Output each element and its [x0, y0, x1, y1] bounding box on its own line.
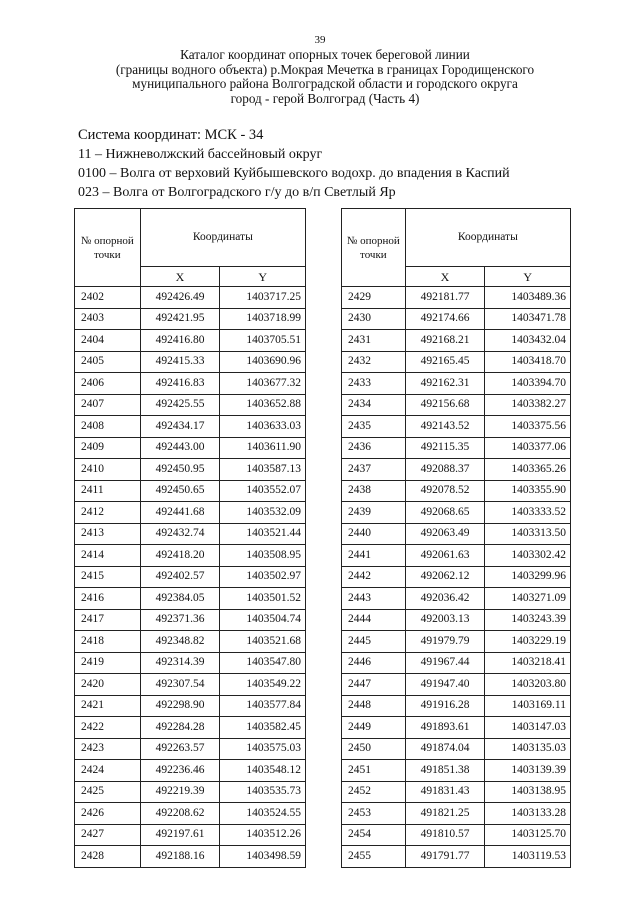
- point-id-cell: 2455: [342, 846, 406, 868]
- table-row: [342, 394, 571, 416]
- table-row: [75, 652, 306, 674]
- title-line: (границы водного объекта) р.Мокрая Мечетка в границах Городищенского: [115, 61, 535, 77]
- x-coordinate-cell: 492003.13: [405, 609, 485, 631]
- y-coordinate-cell: 1403218.41: [485, 652, 571, 674]
- table-row: [75, 846, 306, 868]
- table-row: [342, 738, 571, 760]
- x-coordinate-cell: 492219.39: [140, 781, 220, 803]
- y-coordinate-cell: 1403138.95: [485, 781, 571, 803]
- x-coordinate-cell: 492298.90: [140, 695, 220, 717]
- point-id-cell: 2415: [75, 566, 141, 588]
- y-header: Y: [220, 267, 306, 287]
- table-row: [342, 308, 571, 330]
- y-coordinate-cell: 1403717.25: [220, 287, 306, 309]
- table-row: [342, 416, 571, 438]
- table-row: [75, 480, 306, 502]
- coordinates-table-right: [341, 208, 571, 868]
- document-title: [60, 48, 590, 106]
- point-id-cell: 2423: [75, 738, 141, 760]
- point-id-cell: 2402: [75, 287, 141, 309]
- table-row: [75, 760, 306, 782]
- y-coordinate-cell: 1403549.22: [220, 674, 306, 696]
- x-coordinate-cell: 492418.20: [140, 545, 220, 567]
- point-id-cell: 2445: [342, 631, 406, 653]
- x-coordinate-cell: 492181.77: [405, 287, 485, 309]
- table-row: [75, 674, 306, 696]
- table-row: [75, 738, 306, 760]
- table-row: [342, 760, 571, 782]
- water-section: 023 – Волга от Волгоградского г/у до в/п Светлый Яр: [78, 185, 396, 200]
- y-coordinate-cell: 1403532.09: [220, 502, 306, 524]
- y-coordinate-cell: 1403512.26: [220, 824, 306, 846]
- point-id-cell: 2435: [342, 416, 406, 438]
- x-coordinate-cell: 492307.54: [140, 674, 220, 696]
- y-coordinate-cell: 1403521.44: [220, 523, 306, 545]
- table-row: [75, 609, 306, 631]
- y-coordinate-cell: 1403135.03: [485, 738, 571, 760]
- coordinates-table-left: [74, 208, 306, 868]
- point-id-cell: 2428: [75, 846, 141, 868]
- point-id-cell: 2439: [342, 502, 406, 524]
- x-coordinate-cell: 492416.83: [140, 373, 220, 395]
- point-id-cell: 2410: [75, 459, 141, 481]
- table-row: [342, 695, 571, 717]
- y-coordinate-cell: 1403382.27: [485, 394, 571, 416]
- point-id-cell: 2431: [342, 330, 406, 352]
- point-id-cell: 2444: [342, 609, 406, 631]
- x-coordinate-cell: 492443.00: [140, 437, 220, 459]
- x-coordinate-cell: 492078.52: [405, 480, 485, 502]
- table-row: [342, 287, 571, 309]
- coordinates-header: Координаты: [405, 209, 570, 267]
- x-coordinate-cell: 492416.80: [140, 330, 220, 352]
- point-id-cell: 2448: [342, 695, 406, 717]
- point-id-cell: 2451: [342, 760, 406, 782]
- x-coordinate-cell: 492174.66: [405, 308, 485, 330]
- x-coordinate-cell: 492115.35: [405, 437, 485, 459]
- x-coordinate-cell: 492162.31: [405, 373, 485, 395]
- y-coordinate-cell: 1403547.80: [220, 652, 306, 674]
- y-coordinate-cell: 1403418.70: [485, 351, 571, 373]
- point-id-cell: 2425: [75, 781, 141, 803]
- point-id-cell: 2421: [75, 695, 141, 717]
- y-coordinate-cell: 1403139.39: [485, 760, 571, 782]
- table-row: [75, 695, 306, 717]
- point-id-cell: 2430: [342, 308, 406, 330]
- y-coordinate-cell: 1403535.73: [220, 781, 306, 803]
- table-row: [75, 545, 306, 567]
- y-coordinate-cell: 1403355.90: [485, 480, 571, 502]
- table-row: [342, 803, 571, 825]
- table-row: [75, 502, 306, 524]
- x-coordinate-cell: 492415.33: [140, 351, 220, 373]
- x-coordinate-cell: 492450.65: [140, 480, 220, 502]
- point-id-cell: 2440: [342, 523, 406, 545]
- y-coordinate-cell: 1403333.52: [485, 502, 571, 524]
- point-id-cell: 2419: [75, 652, 141, 674]
- title-line: Каталог координат опорных точек береговой линии: [180, 47, 470, 62]
- point-id-cell: 2413: [75, 523, 141, 545]
- x-coordinate-cell: 491967.44: [405, 652, 485, 674]
- y-coordinate-cell: 1403377.06: [485, 437, 571, 459]
- y-coordinate-cell: 1403394.70: [485, 373, 571, 395]
- x-coordinate-cell: 492426.49: [140, 287, 220, 309]
- x-coordinate-cell: 492062.12: [405, 566, 485, 588]
- x-coordinate-cell: 492156.68: [405, 394, 485, 416]
- x-coordinate-cell: 492088.37: [405, 459, 485, 481]
- x-coordinate-cell: 491893.61: [405, 717, 485, 739]
- y-coordinate-cell: 1403498.59: [220, 846, 306, 868]
- point-id-cell: 2412: [75, 502, 141, 524]
- point-id-cell: 2447: [342, 674, 406, 696]
- y-coordinate-cell: 1403552.07: [220, 480, 306, 502]
- y-coordinate-cell: 1403489.36: [485, 287, 571, 309]
- y-coordinate-cell: 1403229.19: [485, 631, 571, 653]
- point-id-cell: 2449: [342, 717, 406, 739]
- y-coordinate-cell: 1403119.53: [485, 846, 571, 868]
- point-id-cell: 2414: [75, 545, 141, 567]
- point-id-cell: 2416: [75, 588, 141, 610]
- y-coordinate-cell: 1403169.11: [485, 695, 571, 717]
- x-coordinate-cell: 492450.95: [140, 459, 220, 481]
- basin-district: 11 – Нижневолжский бассейновый округ: [78, 147, 323, 162]
- point-id-cell: 2441: [342, 545, 406, 567]
- point-id-cell: 2426: [75, 803, 141, 825]
- y-coordinate-cell: 1403365.26: [485, 459, 571, 481]
- table-row: [75, 824, 306, 846]
- point-id-cell: 2406: [75, 373, 141, 395]
- y-coordinate-cell: 1403548.12: [220, 760, 306, 782]
- x-coordinate-cell: 492168.21: [405, 330, 485, 352]
- y-coordinate-cell: 1403677.32: [220, 373, 306, 395]
- point-id-cell: 2432: [342, 351, 406, 373]
- table-row: [342, 674, 571, 696]
- x-header: X: [140, 267, 220, 287]
- table-row: [342, 588, 571, 610]
- y-coordinate-cell: 1403504.74: [220, 609, 306, 631]
- x-coordinate-cell: 492188.16: [140, 846, 220, 868]
- table-row: [75, 351, 306, 373]
- point-id-cell: 2407: [75, 394, 141, 416]
- table-row: [342, 523, 571, 545]
- point-id-cell: 2436: [342, 437, 406, 459]
- table-row: [75, 330, 306, 352]
- y-coordinate-cell: 1403521.68: [220, 631, 306, 653]
- y-coordinate-cell: 1403271.09: [485, 588, 571, 610]
- x-coordinate-cell: 492421.95: [140, 308, 220, 330]
- x-coordinate-cell: 491831.43: [405, 781, 485, 803]
- point-number-header: № опорной точки: [342, 209, 406, 287]
- point-id-cell: 2409: [75, 437, 141, 459]
- x-coordinate-cell: 492284.28: [140, 717, 220, 739]
- point-id-cell: 2450: [342, 738, 406, 760]
- table-row: [75, 803, 306, 825]
- x-coordinate-cell: 492236.46: [140, 760, 220, 782]
- point-number-header: № опорной точки: [75, 209, 141, 287]
- point-id-cell: 2429: [342, 287, 406, 309]
- x-coordinate-cell: 491821.25: [405, 803, 485, 825]
- x-coordinate-cell: 492061.63: [405, 545, 485, 567]
- x-coordinate-cell: 492348.82: [140, 631, 220, 653]
- y-coordinate-cell: 1403582.45: [220, 717, 306, 739]
- point-id-cell: 2427: [75, 824, 141, 846]
- y-coordinate-cell: 1403203.80: [485, 674, 571, 696]
- y-coordinate-cell: 1403147.03: [485, 717, 571, 739]
- table-body-right: [342, 287, 571, 868]
- y-coordinate-cell: 1403471.78: [485, 308, 571, 330]
- y-coordinate-cell: 1403313.50: [485, 523, 571, 545]
- y-coordinate-cell: 1403432.04: [485, 330, 571, 352]
- table-row: [342, 351, 571, 373]
- y-coordinate-cell: 1403524.55: [220, 803, 306, 825]
- table-row: [75, 437, 306, 459]
- x-coordinate-cell: 492063.49: [405, 523, 485, 545]
- point-id-cell: 2405: [75, 351, 141, 373]
- table-row: [342, 502, 571, 524]
- y-coordinate-cell: 1403587.13: [220, 459, 306, 481]
- point-id-cell: 2443: [342, 588, 406, 610]
- y-coordinate-cell: 1403501.52: [220, 588, 306, 610]
- y-coordinate-cell: 1403133.28: [485, 803, 571, 825]
- y-coordinate-cell: 1403690.96: [220, 351, 306, 373]
- table-row: [342, 566, 571, 588]
- y-coordinate-cell: 1403575.03: [220, 738, 306, 760]
- x-coordinate-cell: 492384.05: [140, 588, 220, 610]
- x-coordinate-cell: 491947.40: [405, 674, 485, 696]
- x-coordinate-cell: 492197.61: [140, 824, 220, 846]
- table-row: [342, 373, 571, 395]
- point-id-cell: 2446: [342, 652, 406, 674]
- y-coordinate-cell: 1403299.96: [485, 566, 571, 588]
- y-coordinate-cell: 1403718.99: [220, 308, 306, 330]
- y-header: Y: [485, 267, 571, 287]
- table-row: [75, 459, 306, 481]
- table-row: [342, 631, 571, 653]
- sub-basin: 0100 – Волга от верховий Куйбышевского водохр. до впадения в Каспий: [78, 166, 510, 181]
- point-id-cell: 2411: [75, 480, 141, 502]
- y-coordinate-cell: 1403633.03: [220, 416, 306, 438]
- point-id-cell: 2452: [342, 781, 406, 803]
- table-row: [342, 781, 571, 803]
- table-row: [342, 459, 571, 481]
- x-coordinate-cell: 492371.36: [140, 609, 220, 631]
- point-id-cell: 2404: [75, 330, 141, 352]
- table-row: [75, 373, 306, 395]
- x-coordinate-cell: 492402.57: [140, 566, 220, 588]
- x-coordinate-cell: 492441.68: [140, 502, 220, 524]
- x-coordinate-cell: 492068.65: [405, 502, 485, 524]
- table-row: [75, 394, 306, 416]
- point-id-cell: 2424: [75, 760, 141, 782]
- table-row: [75, 308, 306, 330]
- point-id-cell: 2433: [342, 373, 406, 395]
- table-row: [342, 545, 571, 567]
- y-coordinate-cell: 1403243.39: [485, 609, 571, 631]
- point-id-cell: 2434: [342, 394, 406, 416]
- x-coordinate-cell: 491874.04: [405, 738, 485, 760]
- y-coordinate-cell: 1403502.97: [220, 566, 306, 588]
- y-coordinate-cell: 1403302.42: [485, 545, 571, 567]
- x-coordinate-cell: 492143.52: [405, 416, 485, 438]
- coordinate-system: Система координат: МСК - 34: [78, 127, 264, 143]
- y-coordinate-cell: 1403577.84: [220, 695, 306, 717]
- table-row: [342, 652, 571, 674]
- point-id-cell: 2442: [342, 566, 406, 588]
- x-coordinate-cell: 491851.38: [405, 760, 485, 782]
- point-id-cell: 2420: [75, 674, 141, 696]
- x-coordinate-cell: 491916.28: [405, 695, 485, 717]
- point-id-cell: 2438: [342, 480, 406, 502]
- table-row: [342, 846, 571, 868]
- y-coordinate-cell: 1403508.95: [220, 545, 306, 567]
- y-coordinate-cell: 1403375.56: [485, 416, 571, 438]
- coordinates-header: Координаты: [140, 209, 305, 267]
- x-coordinate-cell: 492425.55: [140, 394, 220, 416]
- x-coordinate-cell: 491979.79: [405, 631, 485, 653]
- point-id-cell: 2422: [75, 717, 141, 739]
- table-row: [342, 480, 571, 502]
- point-id-cell: 2437: [342, 459, 406, 481]
- table-row: [75, 631, 306, 653]
- table-body-left: [75, 287, 306, 868]
- x-header: X: [405, 267, 485, 287]
- table-row: [342, 609, 571, 631]
- point-id-cell: 2408: [75, 416, 141, 438]
- y-coordinate-cell: 1403125.70: [485, 824, 571, 846]
- point-id-cell: 2453: [342, 803, 406, 825]
- x-coordinate-cell: 491810.57: [405, 824, 485, 846]
- table-row: [75, 523, 306, 545]
- y-coordinate-cell: 1403611.90: [220, 437, 306, 459]
- document-metadata: [78, 126, 598, 202]
- table-row: [342, 717, 571, 739]
- point-id-cell: 2403: [75, 308, 141, 330]
- x-coordinate-cell: 492314.39: [140, 652, 220, 674]
- point-id-cell: 2418: [75, 631, 141, 653]
- point-id-cell: 2417: [75, 609, 141, 631]
- x-coordinate-cell: 492432.74: [140, 523, 220, 545]
- page-number: 39: [314, 34, 326, 46]
- table-row: [342, 330, 571, 352]
- y-coordinate-cell: 1403705.51: [220, 330, 306, 352]
- table-row: [75, 717, 306, 739]
- table-row: [75, 287, 306, 309]
- x-coordinate-cell: 491791.77: [405, 846, 485, 868]
- x-coordinate-cell: 492036.42: [405, 588, 485, 610]
- x-coordinate-cell: 492263.57: [140, 738, 220, 760]
- table-row: [342, 824, 571, 846]
- title-line: муниципального района Волгоградской области и городского округа: [132, 76, 518, 91]
- x-coordinate-cell: 492208.62: [140, 803, 220, 825]
- x-coordinate-cell: 492165.45: [405, 351, 485, 373]
- table-row: [75, 416, 306, 438]
- title-line: город - герой Волгоград (Часть 4): [230, 90, 420, 106]
- table-row: [75, 588, 306, 610]
- x-coordinate-cell: 492434.17: [140, 416, 220, 438]
- y-coordinate-cell: 1403652.88: [220, 394, 306, 416]
- table-row: [75, 781, 306, 803]
- table-row: [342, 437, 571, 459]
- point-id-cell: 2454: [342, 824, 406, 846]
- table-row: [75, 566, 306, 588]
